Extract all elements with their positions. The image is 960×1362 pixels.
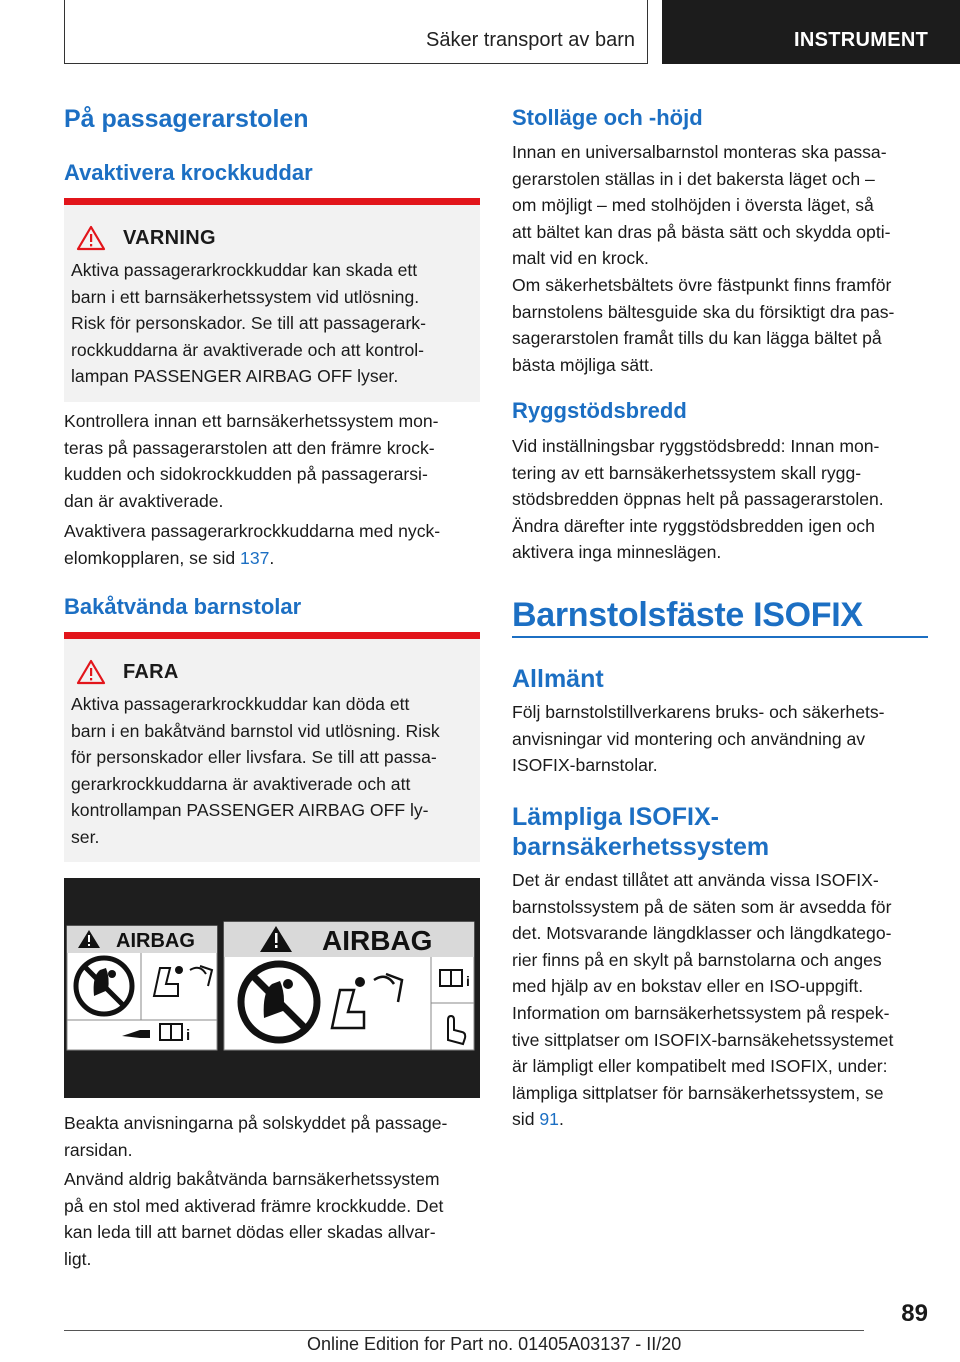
text-line: rier finns på en skylt på barnstolarna och anges [512,949,882,970]
warning-line: lampan PASSENGER AIRBAG OFF lyser. [71,366,399,386]
text-line [512,1106,932,1133]
warning-label: FARA [123,661,179,683]
text-line: det. Motsvarande längdklasser och längdkatego- [512,923,892,943]
heading-underline [512,636,928,638]
warning-line: Aktiva passagerarkrockkuddar kan döda ett [71,694,410,714]
text-span: elomkopplaren, se sid [64,547,241,568]
paragraph-isofix-allowed [512,867,932,1000]
info-icon-glyph: i [466,973,470,989]
text-line: malt vid en krock. [512,248,649,268]
heading-passenger-seat: På passagerarstolen [64,105,309,133]
airbag-label-large-text: AIRBAG [322,925,433,956]
warning-line: gerarkrockkuddarna är avaktiverade och att [71,773,411,794]
text-line: Beakta anvisningarna på solskyddet på passage- [64,1113,448,1133]
warning-triangle-icon [76,659,106,685]
heading-suitable-isofix [512,802,769,862]
text-line: teras på passagerarstolen att den främre krock- [64,437,435,458]
page-link-137[interactable]: 137 [240,547,270,568]
airbag-sticker-illustration [64,878,480,1098]
text-line: Använd aldrig bakåtvända barnsäkerhetssystem [64,1169,440,1189]
header-section-box [64,0,648,64]
text-line: ISOFIX-barnstolar. [512,755,658,775]
text-line: kan leda till att barnet dödas eller skadas allvar- [64,1222,436,1242]
text-line: aktivera inga minneslägen. [512,542,722,562]
paragraph-check-airbags [64,408,480,514]
heading-line: barnsäkerhetssystem [512,833,770,861]
paragraph-never-use-rear-facing [64,1166,480,1272]
text-span: . [558,1109,564,1129]
warning-label: VARNING [123,227,216,249]
warning-text [71,691,471,850]
text-line: är lämpligt eller kompatibelt med ISOFIX, under: [512,1056,888,1076]
paragraph-belt-anchor [512,272,932,378]
paragraph-sun-visor [64,1110,480,1163]
text-line: barnstolens bältesguide ska du försiktigt dra pas- [512,301,895,322]
warning-line: för personskador eller livsfara. Se till att passa- [71,747,437,767]
text-line: tering av ett barnsäkerhetssystem skall rygg- [512,462,862,483]
heading-rear-facing-seats: Bakåtvända barnstolar [64,594,302,619]
text-line: om möjligt – med stolhöjden i översta läget, så [512,195,874,215]
text-line: anvisningar vid montering och användning av [512,728,866,749]
warning-line: Aktiva passagerarkrockkuddar kan skada ett [71,260,418,280]
text-line: barnstolssystem på de säten som är avsedda för [512,896,892,917]
page-number: 89 [901,1300,928,1327]
text-line: på en stol med aktiverad främre krockkudde. Det [64,1195,444,1216]
warning-line: rockkuddarna är avaktiverade och att kontrol- [71,339,425,360]
paragraph-key-switch [64,518,480,571]
text-line: sagerarstolen framåt tills du kan lägga bältet på [512,328,882,348]
text-line: att bältet kan dras på bästa sätt och skydda opti- [512,221,891,242]
text-line [64,545,480,572]
heading-backrest-width: Ryggstödsbredd [512,398,687,423]
heading-seat-position-height: Stolläge och -höjd [512,105,703,130]
text-span: sid [512,1109,540,1129]
paragraph-universal-seat [512,139,932,272]
text-line: Om säkerhetsbältets övre fästpunkt finns framför [512,275,892,295]
warning-line: kontrollampan PASSENGER AIRBAG OFF ly- [71,800,429,820]
text-span: . [269,547,275,568]
text-line: ligt. [64,1248,92,1269]
info-icon-glyph: i [186,1027,191,1044]
text-line: Avaktivera passagerarkrockkuddarna med nyck- [64,521,441,541]
warning-triangle-icon [76,225,106,251]
footer-divider [64,1330,864,1331]
text-line: Vid inställningsbar ryggstödsbredd: Innan mon- [512,436,880,456]
airbag-label-small-text: AIRBAG [116,930,195,952]
heading-isofix-mount: Barnstolsfäste ISOFIX [512,596,863,634]
text-line: lämpliga sittplatser för barnsäkerhetssystem, se [512,1082,884,1103]
warning-box-varning [64,198,480,402]
page-link-91[interactable]: 91 [539,1109,559,1129]
airbag-label-figure [64,878,480,1098]
header-section-title: Säker transport av barn [426,29,635,51]
paragraph-isofix-information [512,1000,932,1133]
text-line: tive sittplatser om ISOFIX-barnsäkehetssystemet [512,1029,894,1050]
text-line: kudden och sidokrockkudden på passagerarsi- [64,464,428,484]
text-line: Kontrollera innan ett barnsäkerhetssystem mon- [64,411,439,431]
text-line: dan är avaktiverade. [64,490,224,511]
warning-box-fara [64,632,480,862]
warning-line: ser. [71,826,100,847]
text-line: stödsbredden öppnas helt på passagerarstolen. [512,489,884,509]
heading-line: Lämpliga ISOFIX- [512,803,719,831]
text-line: rarsidan. [64,1139,133,1160]
text-line: bästa möjliga sätt. [512,354,654,375]
heading-general: Allmänt [512,665,604,693]
footer-edition-text: Online Edition for Part no. 01405A03137 - II/20 [307,1334,682,1354]
warning-line: barn i ett barnsäkerhetssystem vid utlösning. [71,286,420,307]
heading-deactivate-airbags: Avaktivera krockkuddar [64,160,313,185]
warning-line: Risk för personskador. Se till att passagerark- [71,313,426,333]
warning-text [71,257,471,390]
text-line: Innan en universalbarnstol monteras ska passa- [512,142,887,162]
text-line: med hjälp av en bokstav eller en ISO-uppgift. [512,976,864,996]
paragraph-backrest-width [512,433,932,566]
text-line: Information om barnsäkerhetssystem på respek- [512,1003,890,1023]
text-line: Följ barnstolstillverkarens bruks- och säkerhets- [512,702,885,722]
warning-line: barn i en bakåtvänd barnstol vid utlösning. Risk [71,720,440,741]
header-chapter-tab[interactable]: INSTRUMENT [662,0,960,64]
text-line: Det är endast tillåtet att använda vissa ISOFIX- [512,870,879,890]
text-line: gerarstolen ställas in i det bakersta läget och – [512,168,875,189]
paragraph-follow-instructions [512,699,932,779]
text-line: Ändra därefter inte ryggstödsbredden igen och [512,515,875,536]
